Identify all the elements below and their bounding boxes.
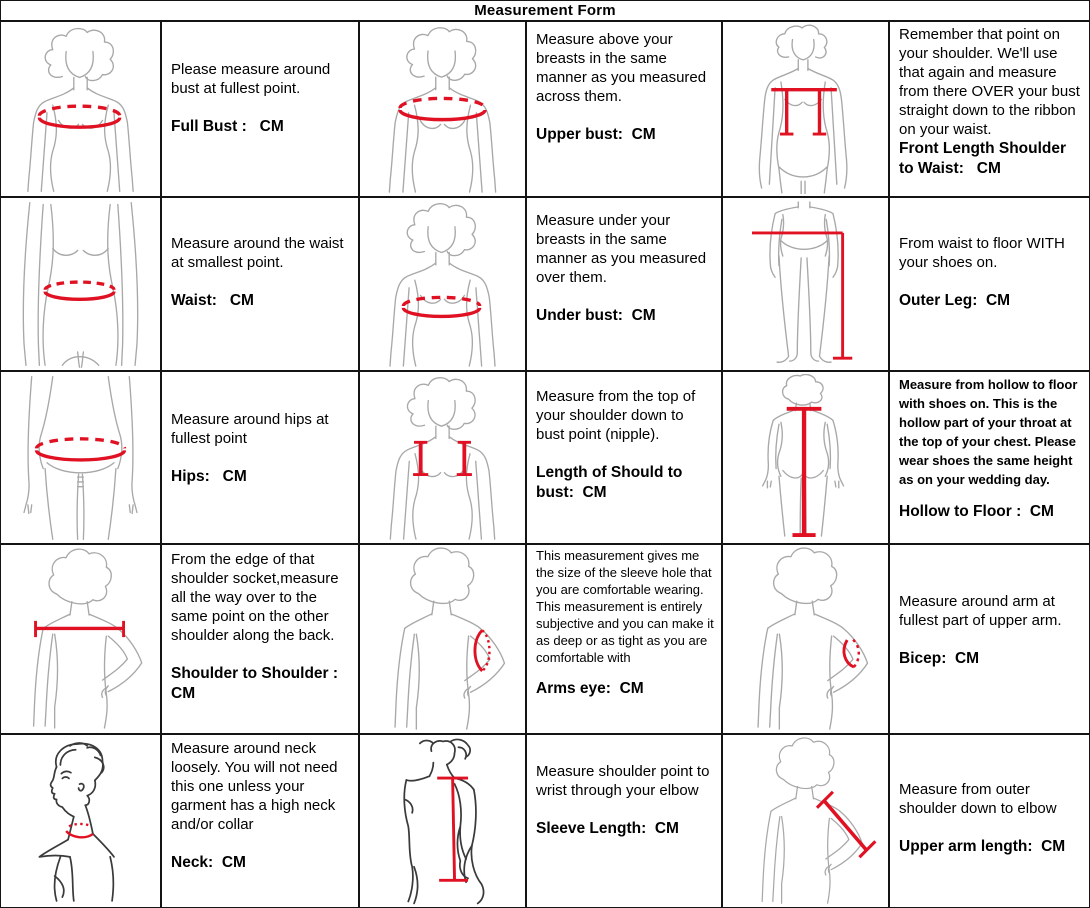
figure-neck-icon — [3, 737, 158, 905]
sleeve-length-figure — [360, 735, 527, 907]
neck-label: Neck: CM — [171, 854, 246, 871]
under-bust-figure — [360, 198, 527, 372]
shoulder-to-shoulder-figure — [1, 545, 162, 735]
waist-instruction: Measure around the waist at smallest point. — [171, 235, 344, 271]
upper-bust-label: Upper bust: CM — [536, 126, 656, 143]
waist-figure — [1, 198, 162, 372]
front-length-label: Front Length Shoulder to Waist: CM — [899, 140, 1071, 177]
figure-arms-eye-icon — [362, 547, 523, 731]
figure-hollow-to-floor-icon — [725, 374, 886, 541]
hollow-to-floor-instruction: Measure from hollow to floor with shoes on. This is the hollow part of your throat at the top of your chest. Please wear shoes the same height as on your wedding day. — [899, 377, 1078, 487]
under-bust-label: Under bust: CM — [536, 307, 656, 324]
figure-outer-leg-icon — [725, 200, 886, 368]
shoulder-to-shoulder-label: Shoulder to Shoulder : CM — [171, 665, 343, 702]
shoulder-to-bust-figure — [360, 372, 527, 545]
arms-eye-text — [527, 545, 723, 735]
under-bust-text — [527, 198, 723, 372]
front-length-instruction: Remember that point on your shoulder. We'll use that again and measure from there OVER your bust straight down to the ribbon on your waist. — [899, 26, 1080, 138]
figure-shoulder-to-shoulder-icon — [3, 547, 158, 731]
outer-leg-figure — [723, 198, 890, 372]
figure-under-bust-icon — [362, 200, 523, 368]
arms-eye-label: Arms eye: CM — [536, 680, 644, 697]
shoulder-to-shoulder-instruction: From the edge of that shoulder socket,measure all the way over to the same point on the other shoulder along the back. — [171, 551, 339, 644]
bicep-text — [890, 545, 1089, 735]
front-length-text — [890, 22, 1089, 198]
figure-shoulder-to-bust-icon — [362, 374, 523, 541]
bicep-figure — [723, 545, 890, 735]
upper-bust-figure — [360, 22, 527, 198]
bicep-label: Bicep: CM — [899, 650, 980, 667]
sleeve-length-label: Sleeve Length: CM — [536, 820, 679, 837]
outer-leg-label: Outer Leg: CM — [899, 292, 1011, 309]
figure-hips-icon — [3, 374, 158, 541]
hips-instruction: Measure around hips at fullest point — [171, 411, 329, 447]
full-bust-instruction: Please measure around bust at fullest point. — [171, 61, 331, 97]
sleeve-length-text — [527, 735, 723, 907]
waist-label: Waist: CM — [171, 292, 254, 309]
figure-waist-icon — [3, 200, 158, 368]
arms-eye-figure — [360, 545, 527, 735]
upper-arm-instruction: Measure from outer shoulder down to elbow — [899, 781, 1057, 817]
full-bust-text — [162, 22, 360, 198]
hips-label: Hips: CM — [171, 468, 247, 485]
bicep-instruction: Measure around arm at fullest part of upper arm. — [899, 593, 1062, 629]
figure-bicep-icon — [725, 547, 886, 731]
page-title: Measurement Form — [1, 1, 1089, 22]
full-bust-label: Full Bust : CM — [171, 118, 284, 135]
upper-arm-text — [890, 735, 1089, 907]
hips-text — [162, 372, 360, 545]
waist-text — [162, 198, 360, 372]
upper-arm-label: Upper arm length: CM — [899, 838, 1066, 855]
sleeve-length-instruction: Measure shoulder point to wrist through your elbow — [536, 763, 710, 799]
under-bust-instruction: Measure under your breasts in the same manner as you measured over them. — [536, 212, 707, 286]
upper-bust-text — [527, 22, 723, 198]
front-length-figure — [723, 22, 890, 198]
shoulder-to-bust-instruction: Measure from the top of your shoulder down to bust point (nipple). — [536, 388, 696, 443]
shoulder-to-shoulder-text — [162, 545, 360, 735]
figure-upper-arm-icon — [725, 737, 886, 905]
figure-full-bust-icon — [3, 24, 158, 194]
hips-figure — [1, 372, 162, 545]
neck-instruction: Measure around neck loosely. You will not need this one unless your garment has a high neck and/or collar — [171, 740, 338, 833]
neck-figure — [1, 735, 162, 907]
outer-leg-instruction: From waist to floor WITH your shoes on. — [899, 235, 1065, 271]
arms-eye-instruction: This measurement gives me the size of the sleeve hole that you are comfortable wearing. This measurement is entirely subjective and you can make it as deep or as tight as you are comfortable with — [536, 548, 714, 665]
shoulder-to-bust-text — [527, 372, 723, 545]
hollow-to-floor-figure — [723, 372, 890, 545]
outer-leg-text — [890, 198, 1089, 372]
full-bust-figure — [1, 22, 162, 198]
neck-text — [162, 735, 360, 907]
hollow-to-floor-text — [890, 372, 1089, 545]
figure-upper-bust-icon — [362, 24, 523, 194]
upper-arm-figure — [723, 735, 890, 907]
figure-sleeve-length-icon — [362, 737, 523, 905]
hollow-to-floor-label: Hollow to Floor : CM — [899, 503, 1054, 520]
figure-front-length-icon — [725, 24, 886, 194]
upper-bust-instruction: Measure above your breasts in the same manner as you measured across them. — [536, 31, 707, 105]
shoulder-to-bust-label: Length of Should to bust: CM — [536, 464, 687, 501]
